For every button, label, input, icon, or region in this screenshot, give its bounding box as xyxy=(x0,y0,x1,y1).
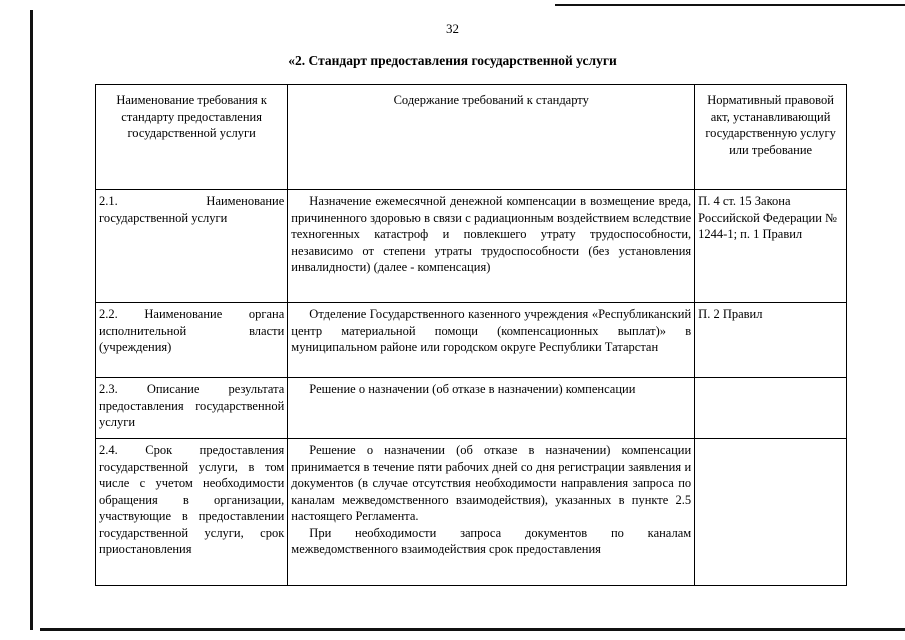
table-header-row xyxy=(96,85,847,190)
header-requirement-name: Наименование требования к стандарту предоставления государственной услуги xyxy=(96,85,288,190)
table-row xyxy=(96,378,847,439)
header-legal-act: Нормативный правовой акт, устанавливающий государственную услугу или требование xyxy=(695,85,847,190)
section-title: «2. Стандарт предоставления государственной услуги xyxy=(288,53,617,68)
row-content-text: Отделение Государственного казенного учреждения «Республиканский центр материальной помощи (компенсационных выплат)» в муниципальном районе или городском округе Республики Татарстан xyxy=(291,307,692,354)
page-number: 32 xyxy=(446,21,459,36)
row-content-cell xyxy=(288,378,695,439)
row-name-cell: 2.2. Наименование органа исполнительной власти (учреждения) xyxy=(96,303,288,378)
row-name-cell: 2.1. Наименование государственной услуги xyxy=(96,190,288,303)
row-content-cell xyxy=(288,439,695,586)
row-content-cell xyxy=(288,303,695,378)
header-requirement-content: Содержание требований к стандарту xyxy=(288,85,695,190)
row-content-text: Назначение ежемесячной денежной компенсации в возмещение вреда, причиненного здоровью в связи с радиационным воздействием вследствие техногенных катастроф и повлекшего утрату трудоспособности, независимо от степени утраты трудоспособности (без установления инвалидности) (далее - компенсация) xyxy=(291,194,692,274)
standard-table xyxy=(95,84,847,586)
table-row xyxy=(96,439,847,586)
scan-edge-top xyxy=(555,4,905,6)
row-content-cell xyxy=(288,190,695,303)
row-content-paragraph-1: Решение о назначении (об отказе в назначении) компенсации принимается в течение пяти рабочих дней со дня регистрации заявления и документов (в случае отсутствия необходимости направления запроса по каналам межведомственного взаимодействия), указанных в пункте 2.5 настоящего Регламента. xyxy=(291,443,692,523)
row-legal-cell: П. 4 ст. 15 Закона Российской Федерации № 1244-1; п. 1 Правил xyxy=(695,190,847,303)
row-name-cell: 2.3. Описание результата предоставления государственной услуги xyxy=(96,378,288,439)
table-row xyxy=(96,303,847,378)
row-legal-cell: П. 2 Правил xyxy=(695,303,847,378)
scan-edge-bottom xyxy=(40,628,905,631)
row-content-paragraph-2: При необходимости запроса документов по каналам межведомственного взаимодействия срок предоставления xyxy=(291,525,692,556)
scan-edge-left xyxy=(30,10,33,630)
table-row xyxy=(96,190,847,303)
row-legal-cell xyxy=(695,439,847,586)
row-legal-cell xyxy=(695,378,847,439)
row-content-text: Решение о назначении (об отказе в назначении) компенсации xyxy=(309,382,636,396)
row-name-cell: 2.4. Срок предоставления государственной услуги, в том числе с учетом необходимости обращения в организации, участвующие в предоставлении государственной услуги, срок приостановления xyxy=(96,439,288,586)
